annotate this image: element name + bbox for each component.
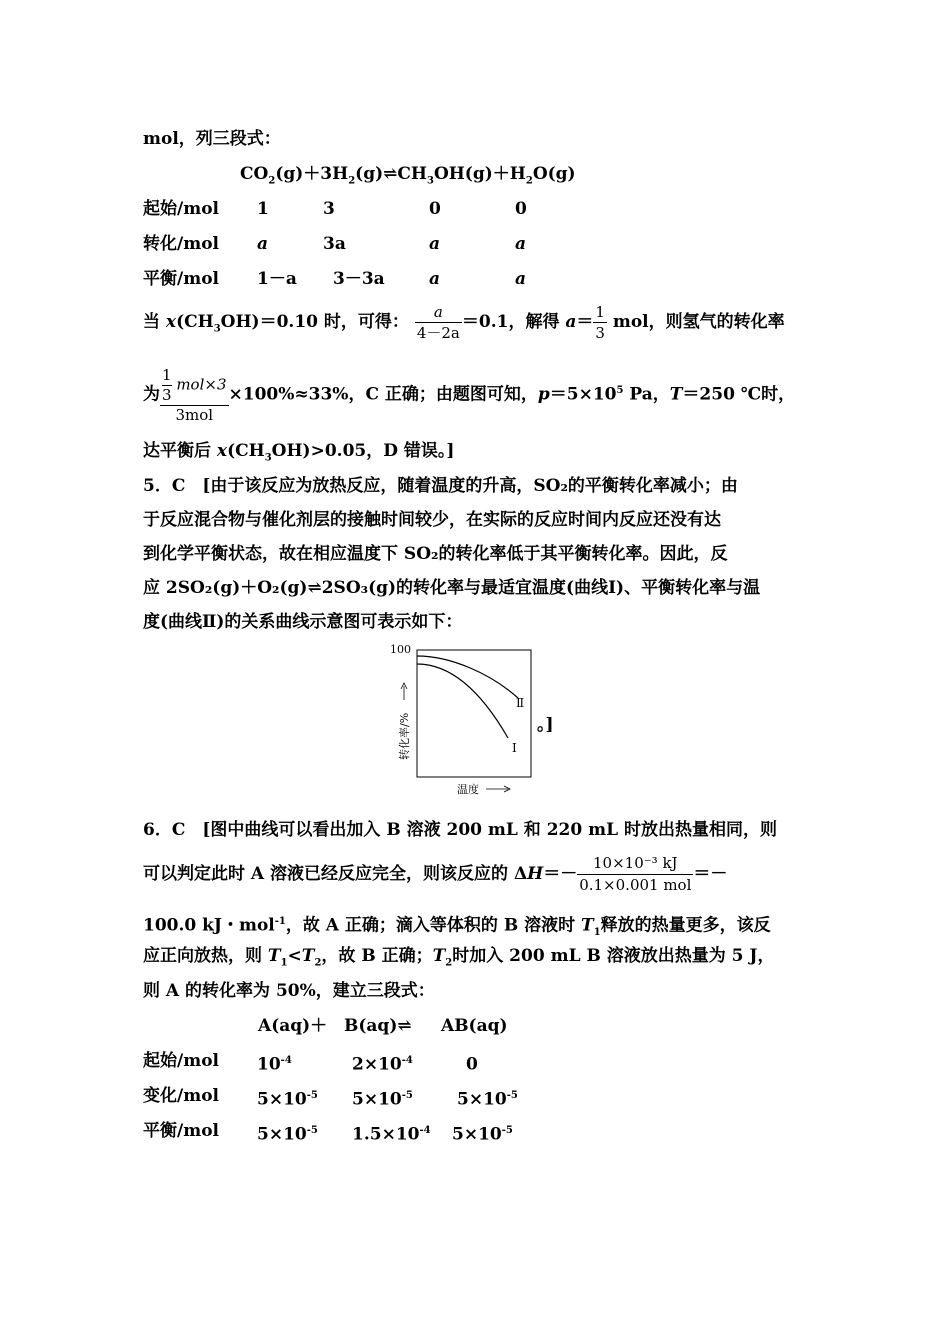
cell: 0 bbox=[515, 199, 527, 219]
cell: a bbox=[515, 234, 527, 254]
conversion-temperature-chart bbox=[380, 638, 550, 800]
fraction-a-over-4-2a: $\frac{a}{4-2a}$ bbox=[416, 303, 460, 342]
cell: 1 bbox=[257, 199, 269, 219]
cell: $2\times 10^{-4}$ bbox=[352, 1054, 413, 1075]
calc-line-1: 当 $x(CH_3OH)=0.10$ 时，可得： $\frac{a}{4-2a}$ ＝0.1，解得 a＝ $\frac{1}{3}$ mol，则氢气的转化率 bbox=[143, 303, 785, 342]
cell: 3a bbox=[323, 234, 346, 254]
y-tick-100: 100 bbox=[390, 643, 411, 656]
row-label: 起始/mol bbox=[143, 1051, 219, 1071]
calc-line-3: 达平衡后 $x(CH_3OH)>0.05$，D 错误。] bbox=[143, 441, 455, 464]
row-label: 平衡/mol bbox=[143, 269, 219, 289]
q5-line-1: 5．C [由于该反应为放热反应，随着温度的升高，SO₂的平衡转化率减小；由 bbox=[143, 476, 738, 496]
calc-line-2: 为 $\frac{1}{3}$ mol×3 3mol ×100%≈33%，C 正确；由题图可知，$p=5\times 10^5$ Pa，T＝250 ℃时， bbox=[143, 365, 796, 424]
q6-line-2: 可以判定此时 A 溶液已经反应完全，则该反应的 ΔH＝－ $\frac{\text{10×10⁻³ kJ}}{\text{0.1×0.001 mol}}$ ＝－ bbox=[143, 854, 728, 894]
cell: $1.5\times 10^{-4}$ bbox=[352, 1124, 431, 1145]
cell: 1－a bbox=[257, 269, 297, 289]
curve-II bbox=[417, 656, 518, 698]
q6-line-3: 100.0 kJ・mol$^{-1}$，故 A 正确；滴入等体积的 B 溶液时 $T_1$释放的热量更多，该反 bbox=[143, 915, 771, 939]
cell: $5\times 10^{-5}$ bbox=[452, 1124, 513, 1145]
q5-line-4: 应 2SO₂(g)＋O₂(g)⇌2SO₃(g)的转化率与最适宜温度(曲线Ⅰ)、平衡转化率与温 bbox=[143, 578, 761, 598]
eq2-product: AB(aq) bbox=[441, 1016, 508, 1036]
row-label: 起始/mol bbox=[143, 199, 219, 219]
q6-line-4: 应正向放热，则 $T_1<T_2$，故 B 正确；$T_2$时加入 200 mL B 溶液放出热量为 5 J， bbox=[143, 946, 775, 969]
q5-line-3: 到化学平衡状态，故在相应温度下 SO₂的转化率低于其平衡转化率。因此，反 bbox=[143, 544, 728, 564]
cell: 0 bbox=[429, 199, 441, 219]
curve-label-I: Ⅰ bbox=[512, 741, 517, 755]
q6-line-5: 则 A 的转化率为 50%，建立三段式： bbox=[143, 981, 435, 1001]
cell: $10^{-4}$ bbox=[257, 1054, 292, 1075]
row-label: 平衡/mol bbox=[143, 1121, 219, 1141]
cell: 0 bbox=[466, 1054, 478, 1075]
cell: a bbox=[429, 269, 441, 289]
eq2-reactant-b: B(aq)⇌ bbox=[344, 1016, 412, 1036]
cell: 3 bbox=[323, 199, 335, 219]
cell: $5\times 10^{-5}$ bbox=[352, 1089, 413, 1110]
intro-line: mol，列三段式： bbox=[143, 129, 281, 149]
cell: a bbox=[429, 234, 441, 254]
curve-I bbox=[417, 664, 508, 738]
q5-line-2: 于反应混合物与催化剂层的接触时间较少，在实际的反应时间内反应还没有达 bbox=[143, 510, 721, 530]
curve-label-II: Ⅱ bbox=[516, 696, 525, 710]
equation-co2-hydrogenation: $CO_2(g)+3H_2(g)\rightleftharpoons CH_3OH(g)+H_2O(g)$ bbox=[240, 164, 576, 187]
cell: $5\times 10^{-5}$ bbox=[257, 1124, 318, 1145]
fraction-one-third: $\frac{1}{3}$ bbox=[595, 303, 605, 342]
row-label: 转化/mol bbox=[143, 234, 219, 254]
cell: 3－3a bbox=[333, 269, 385, 289]
row-label: 变化/mol bbox=[143, 1086, 219, 1106]
cell: a bbox=[515, 269, 527, 289]
cell: a bbox=[257, 234, 269, 254]
fraction-delta-h: $\frac{\text{10×10⁻³ kJ}}{\text{0.1×0.001 mol}}$ bbox=[579, 854, 692, 894]
q5-close: 。] bbox=[537, 715, 554, 735]
cell: $5\times 10^{-5}$ bbox=[257, 1089, 318, 1110]
x-axis-label: 温度 bbox=[457, 783, 479, 796]
q6-line-1: 6．C [图中曲线可以看出加入 B 溶液 200 mL 和 220 mL 时放出热量相同，则 bbox=[143, 820, 777, 840]
cell: $5\times 10^{-5}$ bbox=[457, 1089, 518, 1110]
q5-line-5: 度(曲线Ⅱ)的关系曲线示意图可表示如下： bbox=[143, 612, 463, 632]
fraction-hydrogen-conversion: $\frac{1}{3}$ mol×3 3mol bbox=[162, 365, 227, 424]
y-axis-label: 转化率/% bbox=[398, 712, 411, 760]
eq2-reactant-a: A(aq)＋ bbox=[258, 1016, 328, 1036]
